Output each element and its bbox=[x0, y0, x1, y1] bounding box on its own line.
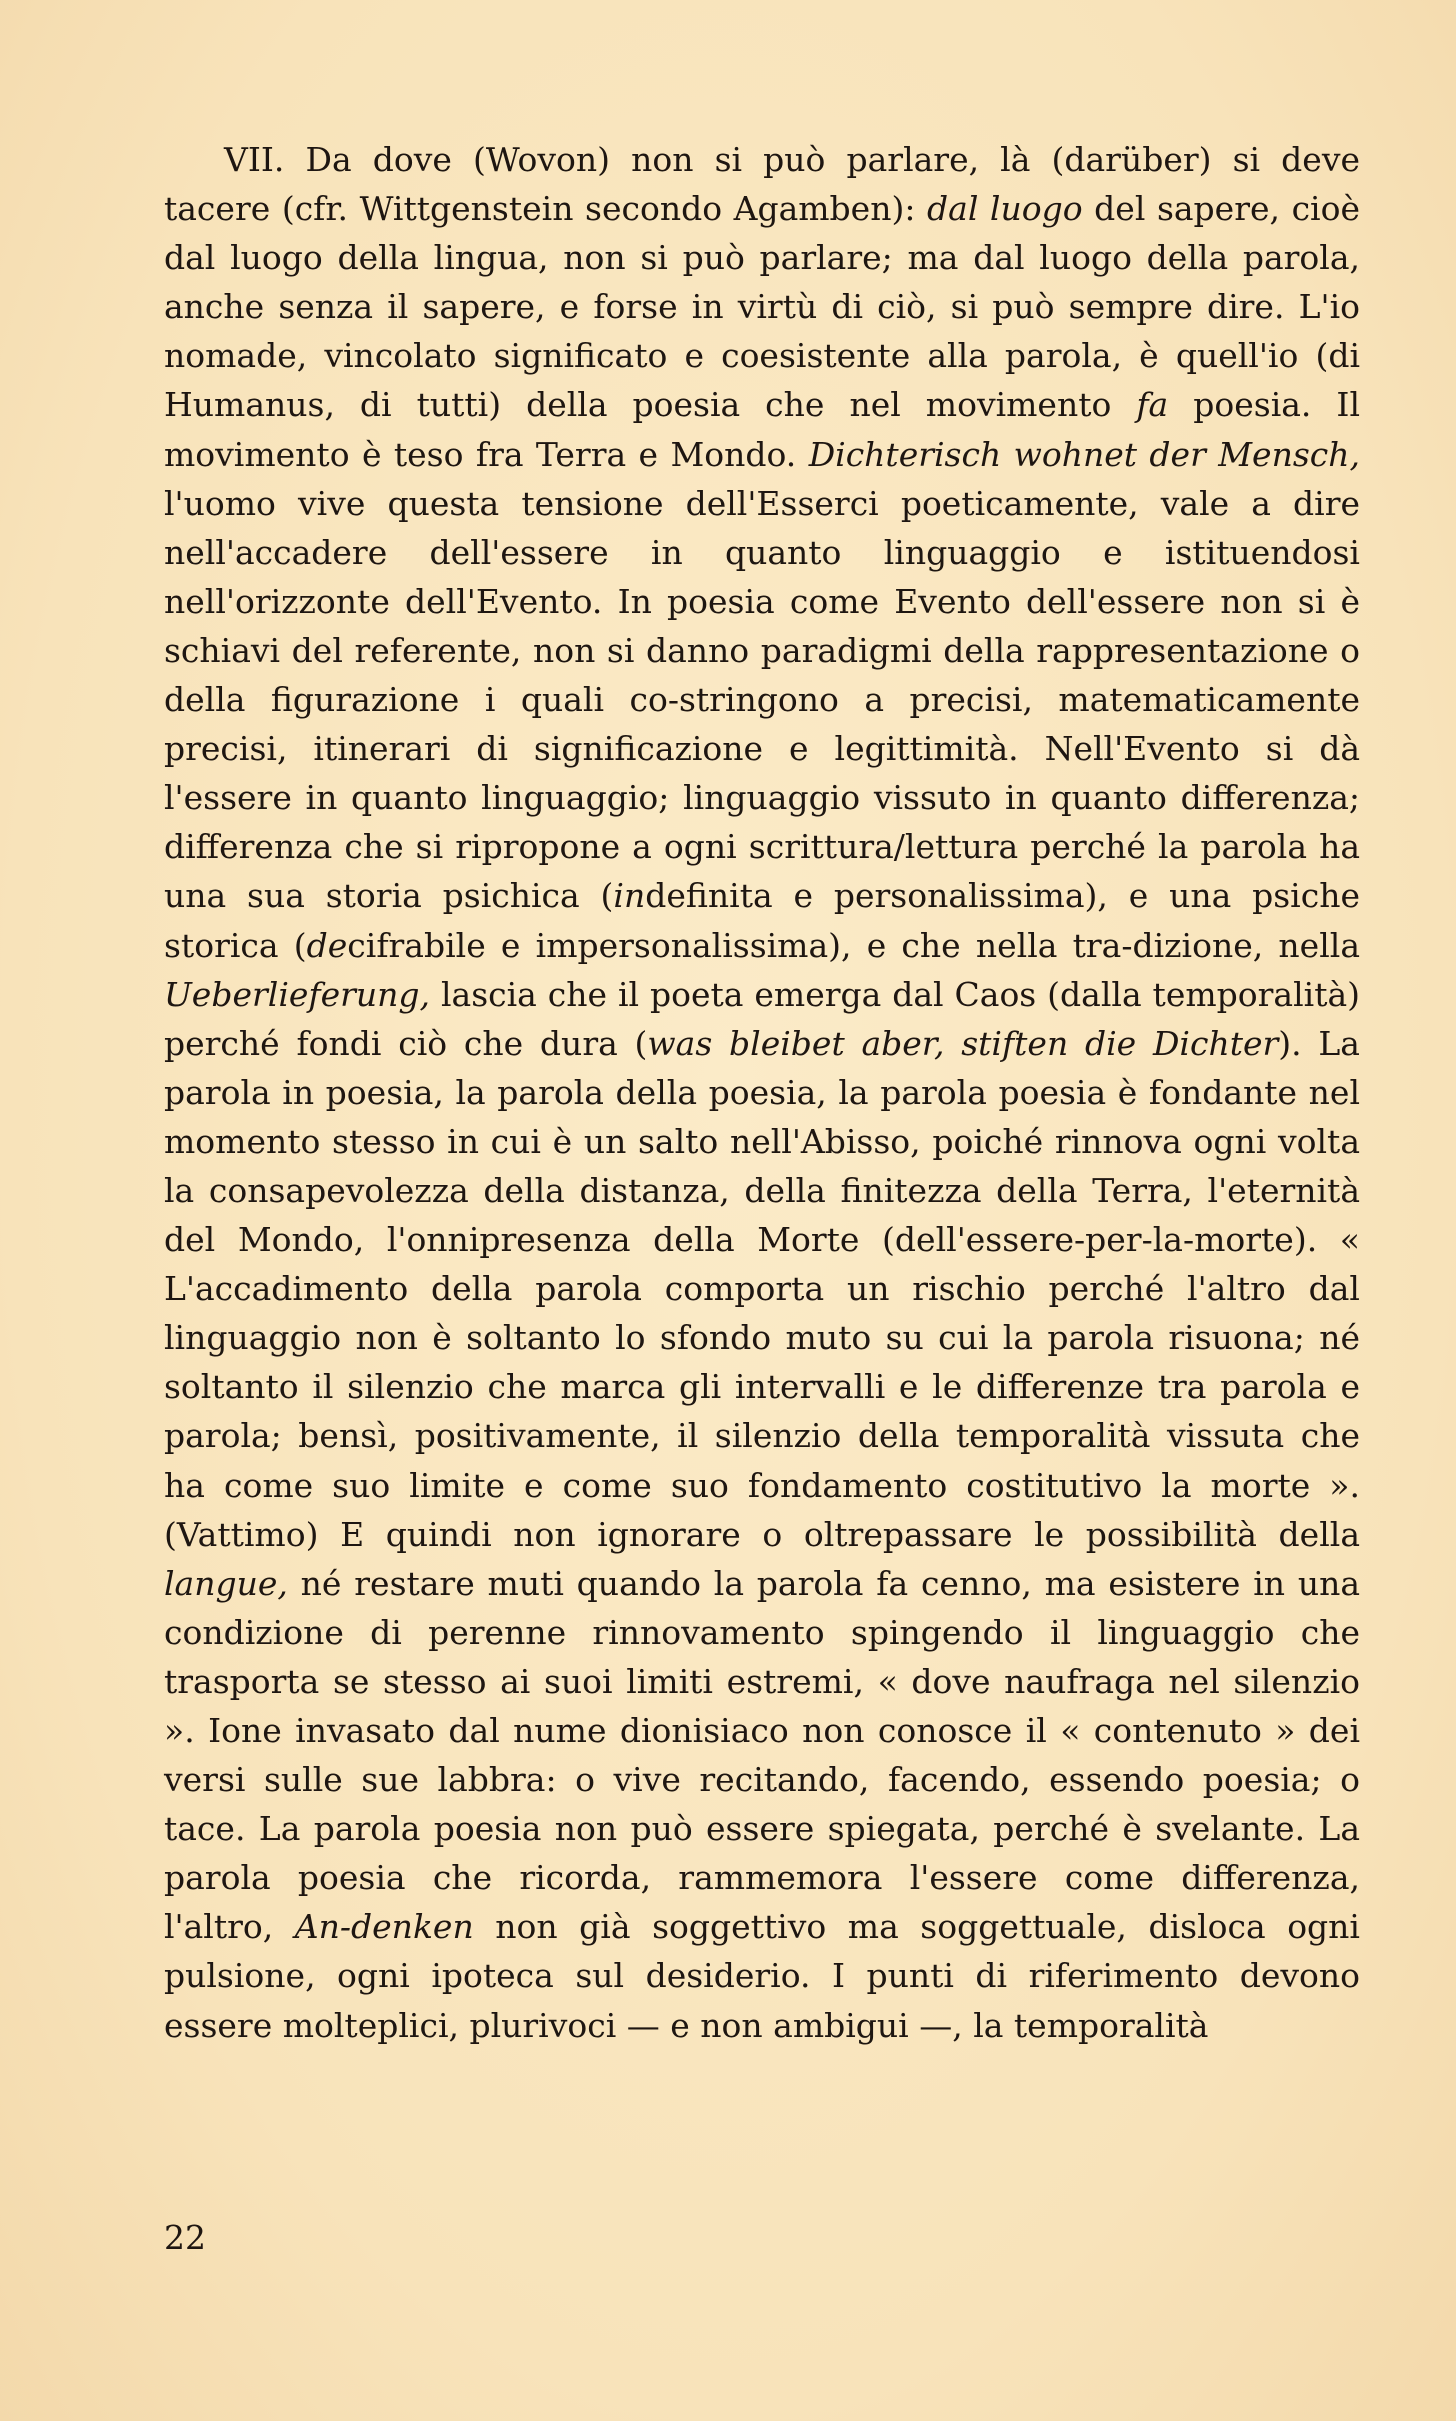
text-segment: definita e personalissima), e una psiche storica ( bbox=[164, 876, 1360, 965]
italic-segment: Ueberlieferung, bbox=[164, 974, 431, 1014]
text-segment: ). La parola in poesia, la parola della poesia, la parola poesia è fondante nel momento stesso in cui è un salto nell'Abisso, poiché rinnova ogni volta la consapevolezza della distanza, della finitezza della Terra, l'eternità del Mondo, l'onnipresenza della Morte (dell'essere-per-la-morte). « L'accadimento della parola comporta un rischio perché l'altro dal linguaggio non è soltanto lo sfondo muto su cui la parola risuona; né soltanto il silenzio che marca gli intervalli e le differenze tra parola e parola; bensì, positivamente, il silenzio della temporalità vissuta che ha come suo limite e come suo fondamento costitutivo la morte ». (Vattimo) E quindi non ignorare o oltrepassare le possibilità della bbox=[164, 1023, 1360, 1554]
text-segment: VII. Da dove (Wovon) non si può parlare, là (darüber) si deve tacere (cfr. Wittgenstein secondo Agamben): bbox=[164, 140, 1360, 229]
italic-segment: dal luogo bbox=[927, 189, 1083, 229]
italic-segment: was bleibet aber, stiften die Dichter bbox=[647, 1023, 1279, 1063]
italic-segment: in bbox=[613, 876, 646, 916]
italic-segment: langue, bbox=[164, 1563, 288, 1603]
body-text bbox=[164, 135, 1360, 2050]
text-segment: del sapere, cioè dal luogo della lingua, non si può parlare; ma dal luogo della parola, anche senza il sapere, e forse in virtù di ciò, si può sempre dire. L'io nomade, vincolato significato e coesistente alla parola, è quell'io (di Humanus, di tutti) della poesia che nel movimento bbox=[164, 189, 1360, 425]
italic-segment: fa bbox=[1136, 385, 1169, 425]
text-segment: né restare muti quando la parola fa cenno, ma esistere in una condizione di perenne rinnovamento spingendo il linguaggio che trasporta se stesso ai suoi limiti estremi, « dove naufraga nel silenzio ». Ione invasato dal nume dionisiaco non conosce il « contenuto » dei versi sulle sue labbra: o vive recitando, facendo, essendo poesia; o tace. La parola poesia non può essere spiegata, perché è svelante. La parola poesia che ricorda, rammemora l'essere come differenza, l'altro, bbox=[164, 1563, 1360, 1947]
text-segment: non già soggettivo ma soggettuale, disloca ogni pulsione, ogni ipoteca sul desiderio. I punti di riferimento devono essere molteplici, plurivoci — e non ambigui —, la temporalità bbox=[164, 1907, 1360, 2045]
italic-segment: An-denken bbox=[294, 1907, 474, 1947]
text-segment: lascia che il poeta emerga dal Caos (dalla temporalità) perché fondi ciò che dura ( bbox=[164, 974, 1360, 1063]
page-number: 22 bbox=[164, 2218, 206, 2257]
italic-segment: Dichterisch wohnet der Mensch, bbox=[808, 434, 1360, 474]
text-segment: l'uomo vive questa tensione dell'Esserci poeticamente, vale a dire nell'accadere dell'essere in quanto linguaggio e istituendosi nell'orizzonte dell'Evento. In poesia come Evento dell'essere non si è schiavi del referente, non si danno paradigmi della rappresentazione o della figurazione i quali co-stringono a precisi, matematicamente precisi, itinerari di significazione e legittimità. Nell'Evento si dà l'essere in quanto linguaggio; linguaggio vissuto in quanto differenza; differenza che si ripropone a ogni scrittura/lettura perché la parola ha una sua storia psichica ( bbox=[164, 483, 1360, 916]
italic-segment: de bbox=[306, 925, 348, 965]
paragraph-vii bbox=[164, 135, 1360, 2050]
text-segment: poesia. Il movimento è teso fra Terra e Mondo. bbox=[164, 385, 1360, 474]
text-segment: cifrabile e impersonalissima), e che nella tra-dizione, nella bbox=[347, 925, 1360, 965]
